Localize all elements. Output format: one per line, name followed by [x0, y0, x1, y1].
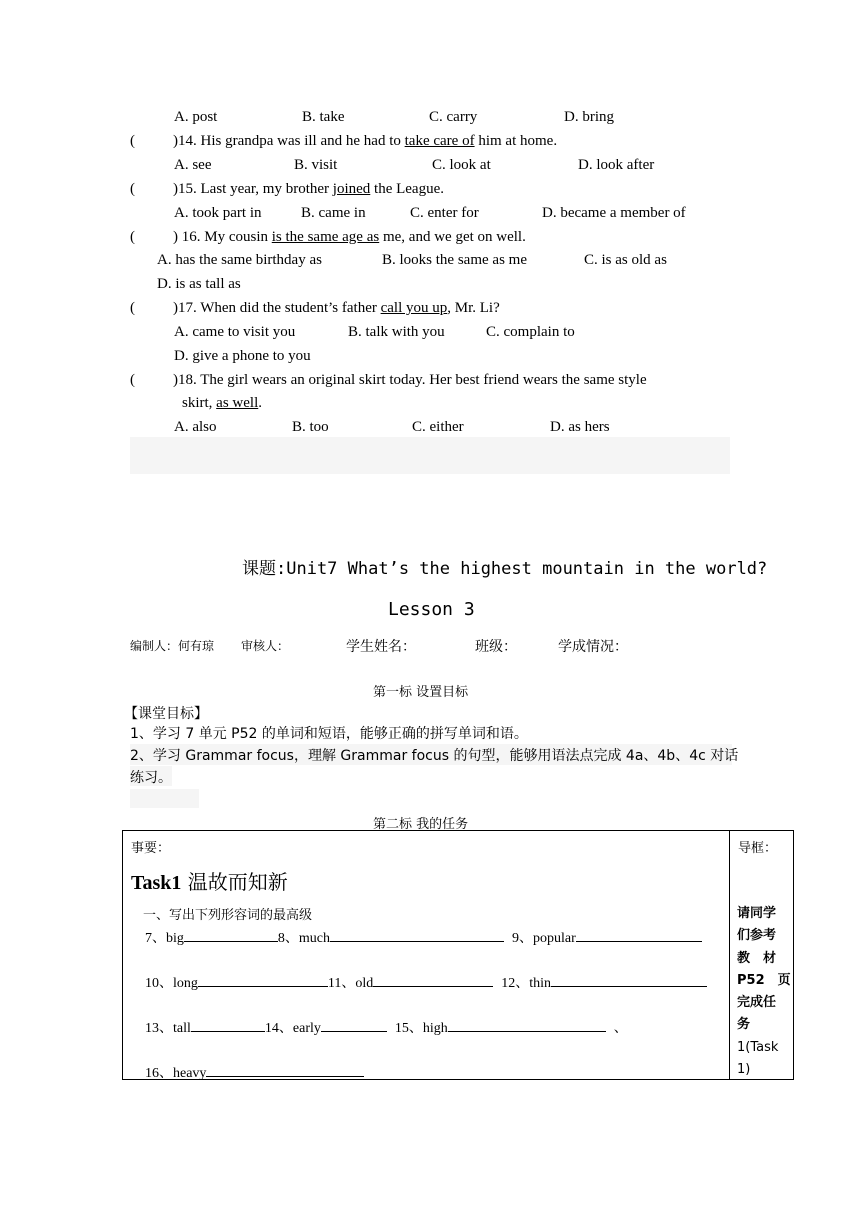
lesson-title: 课题:Unit7 What’s the highest mountain in the world? [242, 559, 768, 579]
q17-stem [130, 300, 500, 317]
answer-blank[interactable] [321, 1017, 387, 1032]
word-long: 10、long [145, 976, 198, 991]
q16-option-b: B. looks the same as me [382, 252, 527, 268]
status-label: 学成情况： [558, 639, 628, 655]
q18-stem-line2 [182, 395, 262, 412]
task1-title [131, 866, 288, 895]
word-heavy: 16、heavy [145, 1066, 207, 1081]
answer-blank[interactable] [198, 972, 328, 987]
shaded-box [130, 789, 199, 808]
answer-blank[interactable] [184, 927, 278, 942]
task1-title-rest: 温故而知新 [181, 870, 288, 894]
section2-heading: 第二标 我的任务 [373, 817, 469, 832]
q15-option-d: D. became a member of [542, 205, 686, 221]
q13-option-d: D. bring [564, 109, 614, 125]
reviewer-label: 审核人： [241, 639, 290, 653]
student-name-label: 学生姓名： [346, 639, 416, 655]
answer-paren-close: ) [173, 300, 178, 316]
guide-line: 1) [737, 1062, 751, 1078]
answer-paren-close: ) [173, 372, 178, 388]
task1-title-bold: Task1 [131, 872, 182, 894]
stem-text-end: . [258, 395, 262, 411]
answer-paren-open: ( [130, 300, 135, 316]
word-thin: 12、thin [501, 976, 552, 991]
task1-instruction: 一、写出下列形容词的最高级 [143, 908, 313, 923]
goal-1: 1、学习 7 单元 P52 的单词和短语，能够正确的拼写单词和语。 [130, 726, 528, 742]
stem-text: My cousin [204, 229, 272, 245]
answer-paren-open: ( [130, 133, 135, 149]
word-much: 8、much [277, 931, 330, 946]
guide-line: 1(Task [737, 1039, 779, 1055]
question-number: 17. [178, 300, 201, 316]
q15-stem [130, 181, 444, 198]
q16-stem [130, 229, 526, 246]
q14-option-d: D. look after [578, 157, 655, 173]
q18-option-a: A. also [174, 419, 217, 435]
question-number: 18. [178, 372, 201, 388]
underlined-phrase: as well [216, 395, 259, 411]
goal-label: 【课堂目标】 [124, 706, 208, 722]
q13-option-b: B. take [302, 109, 345, 125]
stem-text-end: him at home. [474, 133, 558, 149]
class-label: 班级： [475, 639, 517, 655]
word-row-4 [145, 1062, 364, 1082]
q17-option-a: A. came to visit you [174, 324, 296, 340]
goal-2-cont: 练习。 [130, 770, 172, 786]
q17-option-d: D. give a phone to you [174, 348, 311, 364]
guide-label: 导框： [738, 841, 778, 856]
answer-blank[interactable] [373, 972, 493, 987]
answer-paren-close: ) [173, 229, 178, 245]
question-number: 16. [178, 229, 205, 245]
question-number: 15. [178, 181, 201, 197]
guide-line: 们参考 [737, 928, 777, 944]
word-row-2 [145, 972, 707, 992]
answer-paren-open: ( [130, 181, 135, 197]
guide-line: P52 页 [737, 972, 791, 988]
underlined-phrase: take care of [404, 133, 475, 149]
question-number: 14. [178, 133, 201, 149]
q18-option-c: C. either [412, 419, 464, 435]
q15-option-c: C. enter for [410, 205, 479, 221]
answer-blank[interactable] [551, 972, 707, 987]
answer-blank[interactable] [448, 1017, 606, 1032]
stem-text: When did the student’s father [200, 300, 381, 316]
answer-paren-open: ( [130, 229, 135, 245]
trailing-mark: 、 [613, 1021, 628, 1036]
word-high: 15、high [394, 1021, 448, 1036]
section1-heading: 第一标 设置目标 [373, 685, 469, 700]
task-main-cell [123, 831, 730, 1080]
underlined-phrase: call you up [380, 300, 448, 316]
stem-text: skirt, [182, 395, 217, 411]
answer-paren-close: ) [173, 133, 178, 149]
guide-line: 请同学 [737, 906, 777, 921]
guide-line: 务 [737, 1017, 751, 1033]
answer-blank[interactable] [191, 1017, 265, 1032]
word-tall: 13、tall [145, 1021, 191, 1036]
lesson-subtitle: Lesson 3 [388, 599, 475, 620]
guide-line: 完成任 [737, 995, 777, 1011]
left-cell-label: 事要： [131, 841, 171, 856]
stem-text-end: the League. [370, 181, 444, 197]
answer-blank[interactable] [576, 927, 702, 942]
q16-option-c: C. is as old as [584, 252, 667, 268]
q14-option-a: A. see [174, 157, 212, 173]
word-early: 14、early [264, 1021, 321, 1036]
q18-option-d: D. as hers [550, 419, 610, 435]
stem-text-end: , Mr. Li? [447, 300, 500, 316]
q14-stem [130, 133, 557, 150]
stem-text: His grandpa was ill and he had to [200, 133, 405, 149]
q17-option-b: B. talk with you [348, 324, 445, 340]
compiler-label: 编制人：何有琼 [130, 639, 215, 653]
q13-option-c: C. carry [429, 109, 478, 125]
answer-blank[interactable] [206, 1062, 364, 1077]
task-table [122, 830, 794, 1080]
underlined-phrase: is the same age as [271, 229, 380, 245]
word-row-3 [145, 1017, 628, 1037]
q18-option-b: B. too [292, 419, 329, 435]
q17-option-c: C. complain to [486, 324, 575, 340]
word-old: 11、old [327, 976, 374, 991]
q16-option-d: D. is as tall as [157, 276, 241, 292]
q16-option-a: A. has the same birthday as [157, 252, 322, 268]
word-big: 7、big [145, 931, 184, 946]
answer-paren-open: ( [130, 372, 135, 388]
q15-option-b: B. came in [301, 205, 366, 221]
guide-text [737, 903, 791, 1081]
q15-option-a: A. took part in [174, 205, 262, 221]
q14-option-b: B. visit [294, 157, 338, 173]
q13-option-a: A. post [174, 109, 218, 125]
underlined-phrase: joined [332, 181, 371, 197]
q14-option-c: C. look at [432, 157, 491, 173]
word-popular: 9、popular [512, 931, 576, 946]
stem-text-end: me, and we get on well. [379, 229, 526, 245]
guide-cell [730, 831, 794, 1080]
guide-line: 教 材 [737, 950, 777, 966]
answer-paren-close: ) [173, 181, 178, 197]
goal-2: 2、学习 Grammar focus，理解 Grammar focus 的句型，能够用语法点完成 4a、4b、4c 对话 [130, 748, 739, 764]
stem-text: The girl wears an original skirt today. Her best friend wears the same style [200, 372, 647, 388]
answer-blank[interactable] [330, 927, 504, 942]
shaded-band [130, 437, 730, 474]
stem-text: Last year, my brother [200, 181, 333, 197]
q18-stem [130, 372, 647, 389]
word-row-1 [145, 927, 702, 947]
